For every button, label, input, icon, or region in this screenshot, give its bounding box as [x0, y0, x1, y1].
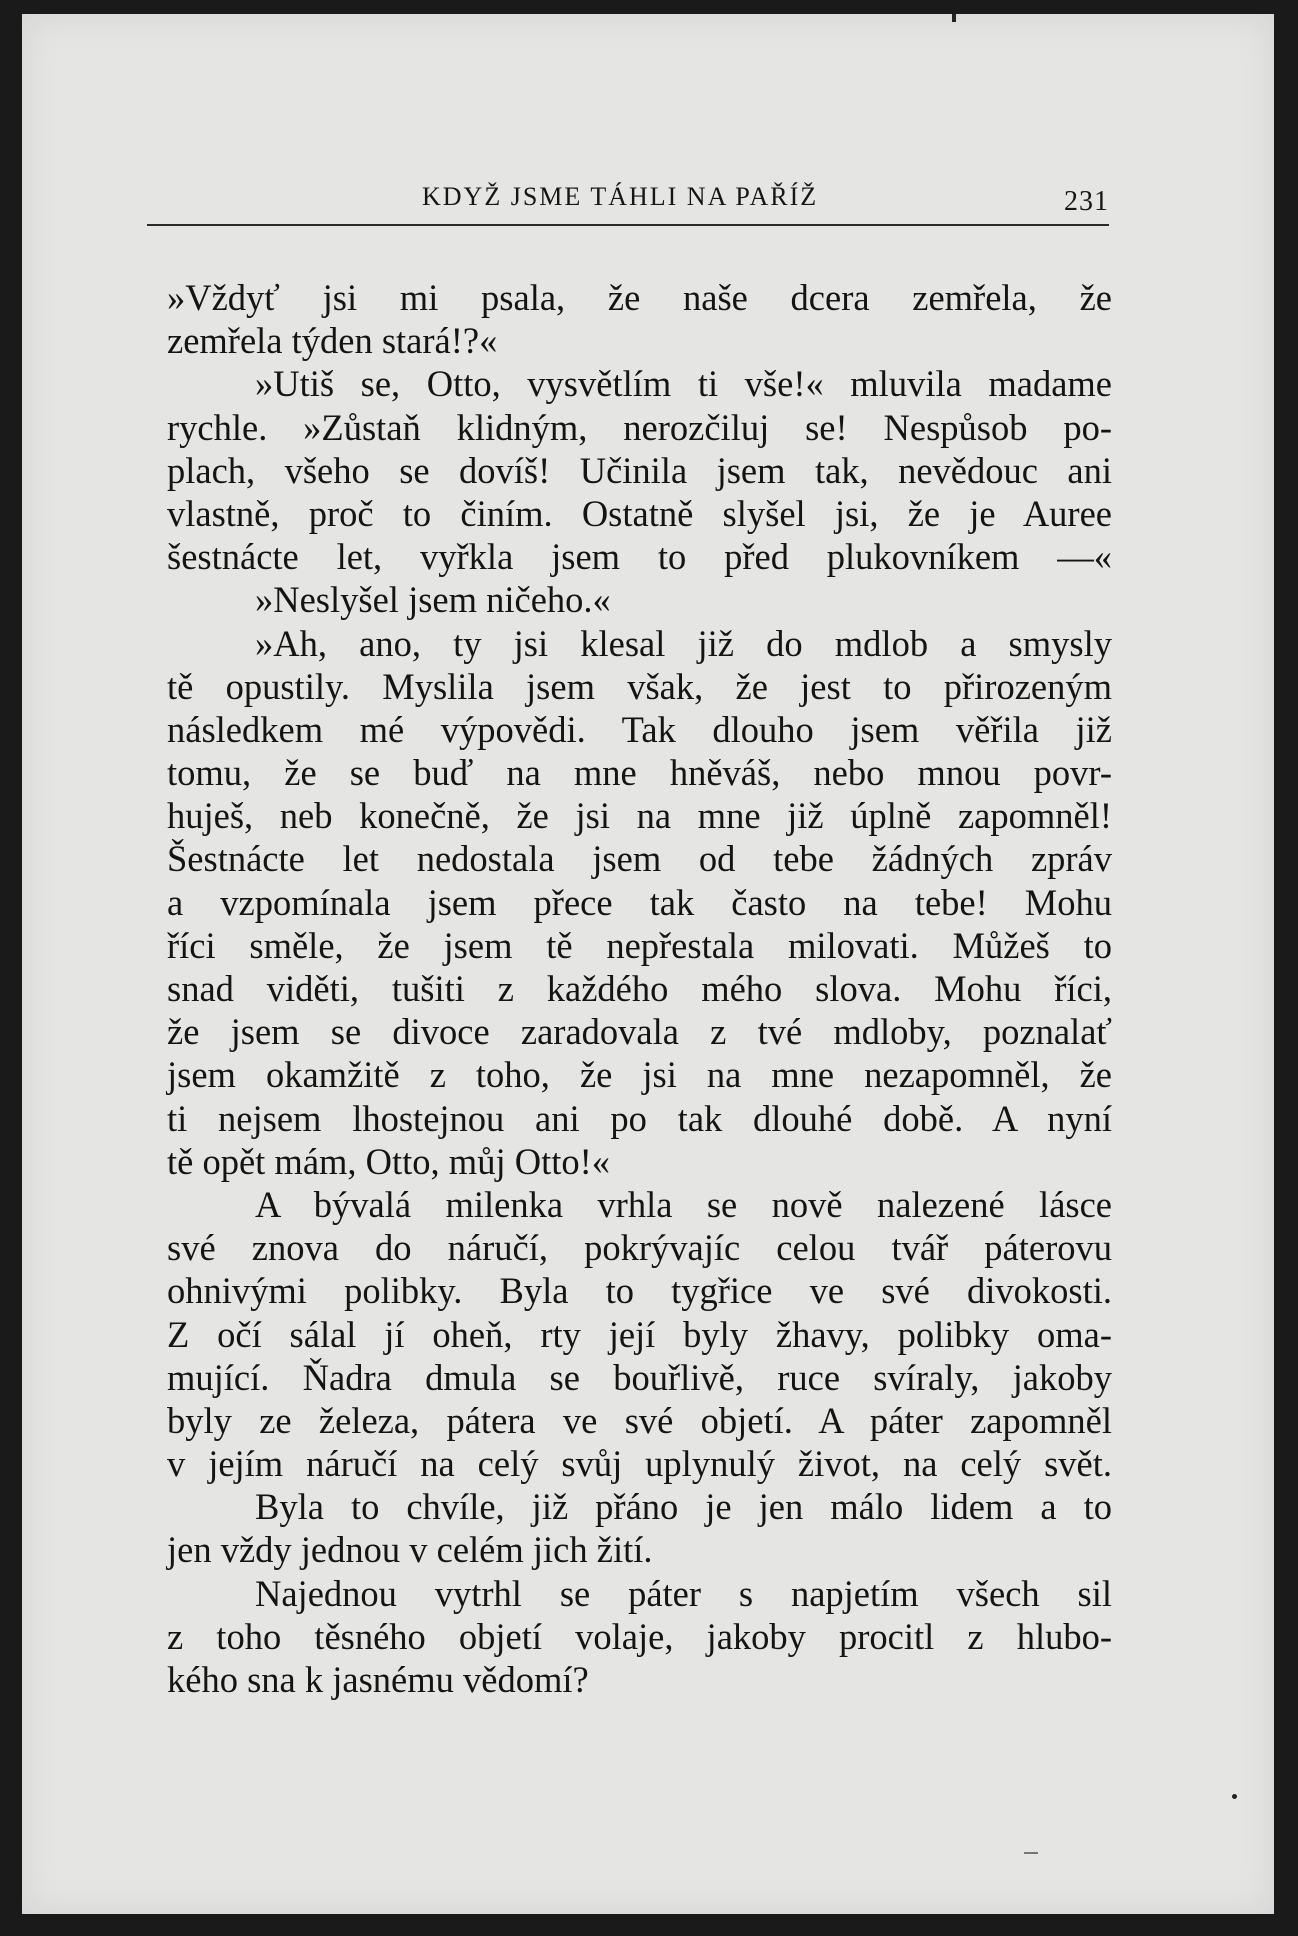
text-line: »Utiš se, Otto, vysvětlím ti vše!« mluvila madame	[255, 363, 1112, 405]
text-line: následkem mé výpovědi. Tak dlouho jsem věřila již	[167, 708, 1112, 750]
page-number: 231	[1064, 186, 1109, 217]
text-line: zemřela týden stará!?«	[167, 320, 498, 362]
text-line: »Vždyť jsi mi psala, že naše dcera zemřela, že	[167, 277, 1112, 318]
text-line: kého sna k jasnému vědomí?	[167, 1659, 589, 1700]
text-line: Byla to chvíle, již přáno je jen málo lidem a to	[255, 1486, 1112, 1528]
text-line: tě opět mám, Otto, můj Otto!«	[167, 1140, 611, 1182]
text-line: »Neslyšel jsem ničeho.«	[255, 579, 611, 621]
text-line: ohnivými polibky. Byla to tygřice ve své divokosti.	[167, 1270, 1112, 1312]
text-line: huješ, neb konečně, že jsi na mne již úplně zapomněl!	[167, 795, 1112, 837]
text-line: z toho těsného objetí volaje, jakoby procitl z hlubo-	[167, 1615, 1112, 1657]
text-line: tomu, že se buď na mne hněváš, nebo mnou povr-	[167, 752, 1112, 794]
text-line: tě opustily. Myslila jsem však, že jest to přirozeným	[167, 665, 1112, 707]
text-line: Šestnácte let nedostala jsem od tebe žádných zpráv	[167, 838, 1112, 880]
text-line: v jejím náručí na celý svůj uplynulý život, na celý svět.	[167, 1443, 1112, 1485]
header-rule	[147, 224, 1109, 226]
speck-mark	[1024, 1852, 1038, 1854]
text-line: ti nejsem lhostejnou ani po tak dlouhé době. A nyní	[167, 1097, 1112, 1139]
top-edge-mark	[952, 14, 956, 22]
text-line: své znova do náručí, pokrývajíc celou tvář páterovu	[167, 1227, 1112, 1269]
text-line: jen vždy jednou v celém jich žití.	[167, 1529, 653, 1571]
text-line: mující. Ňadra dmula se bouřlivě, ruce svíraly, jakoby	[167, 1356, 1112, 1398]
text-line: A bývalá milenka vrhla se nově nalezené lásce	[255, 1183, 1112, 1225]
text-line: rychle. »Zůstaň klidným, nerozčiluj se! Nespůsob po-	[167, 406, 1112, 448]
speck-mark	[1232, 1794, 1237, 1799]
text-line: Z očí sálal jí oheň, rty její byly žhavy, polibky oma-	[167, 1313, 1112, 1355]
text-line: vlastně, proč to činím. Ostatně slyšel jsi, že je Auree	[167, 492, 1112, 534]
page-header	[147, 164, 1109, 226]
text-line: že jsem se divoce zaradovala z tvé mdloby, poznalať	[167, 1011, 1112, 1053]
text-line: »Ah, ano, ty jsi klesal již do mdlob a smysly	[255, 622, 1112, 664]
book-page	[22, 14, 1274, 1914]
text-line: a vzpomínala jsem přece tak často na tebe! Mohu	[167, 881, 1112, 923]
body-text	[167, 276, 1112, 1701]
text-line: byly ze železa, pátera ve své objetí. A páter zapomněl	[167, 1399, 1112, 1441]
text-line: říci směle, že jsem tě nepřestala milovati. Můžeš to	[167, 924, 1112, 966]
text-line: šestnácte let, vyřkla jsem to před plukovníkem —«	[167, 536, 1112, 578]
text-line: snad viděti, tušiti z každého mého slova. Mohu říci,	[167, 968, 1112, 1009]
text-line: jsem okamžitě z toho, že jsi na mne nezapomněl, že	[167, 1054, 1112, 1096]
text-line: plach, všeho se dovíš! Učinila jsem tak, nevědouc ani	[167, 449, 1112, 491]
text-line: Najednou vytrhl se páter s napjetím všech sil	[255, 1572, 1112, 1614]
running-title: KDYŽ JSME TÁHLI NA PAŘÍŽ	[422, 182, 819, 211]
